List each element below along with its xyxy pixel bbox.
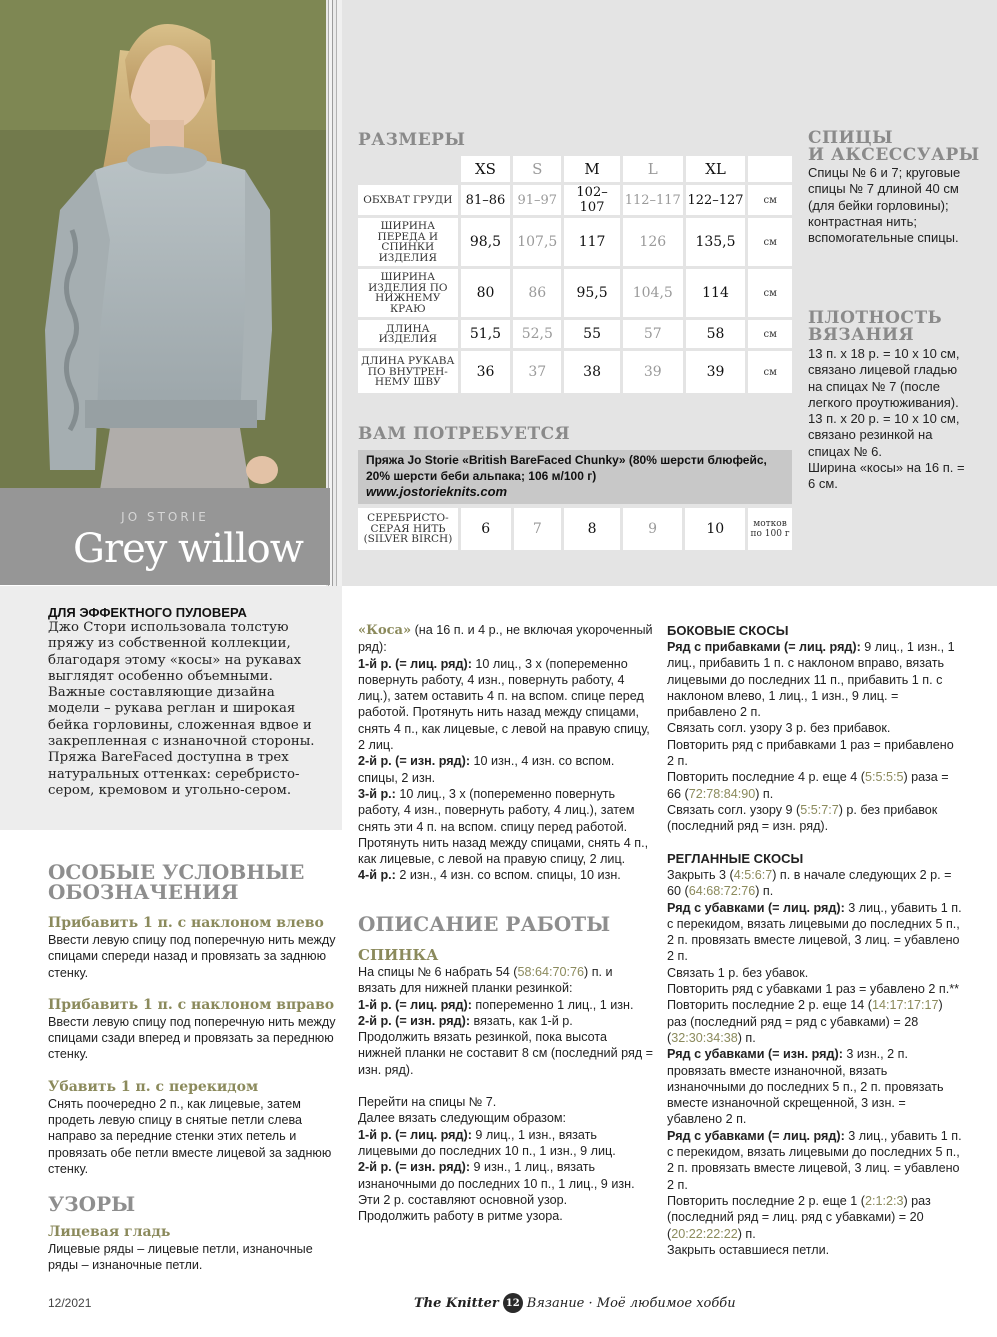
cell-value: 38: [564, 351, 620, 393]
sizes-table: [355, 153, 795, 396]
size-values: 58:64:70:76: [517, 965, 584, 979]
text: На спицы № 6 набрать 54 (: [358, 965, 518, 979]
sizes-heading: РАЗМЕРЫ: [358, 130, 466, 150]
table-row: [358, 218, 792, 266]
row-label: ДЛИНА ИЗДЕЛИЯ: [358, 320, 458, 348]
side-heading: БОКОВЫЕ СКОСЫ: [667, 623, 789, 638]
footer-brand: [414, 1293, 736, 1313]
paragraph: Связать 1 р. без убавок.: [667, 965, 809, 980]
cell-value: 58: [686, 320, 746, 348]
row-text: 10 лиц., 3 х (попеременно повернуть работу, 4 изн., повернуть работу, 4 лиц.), затем оставить 4 п. на вспом. спице перед работой. Протянуть нить назад между спицами, снять 4 п., как лицевые, с левой на правую спицу, 2 лиц.: [358, 656, 650, 753]
gauge-line: 13 п. х 20 р. = 10 х 10 см, связано резинкой на спицах № 6.: [808, 411, 960, 459]
row-label: Ряд с убавками (= лиц. ряд):: [667, 1128, 845, 1143]
unit-cell: см: [748, 218, 792, 266]
size-values: 5:5:5:5: [864, 770, 904, 785]
row-label: 1-й р. (= лиц. ряд):: [358, 997, 472, 1012]
size-col-xs: XS: [461, 156, 511, 182]
cell-value: 39: [686, 351, 746, 393]
row-label: ШИРИНА ПЕРЕДА И СПИНКИ ИЗДЕЛИЯ: [358, 218, 458, 266]
color-label: СЕРЕБРИСТО-СЕРАЯ НИТЬ (SILVER BIRCH): [358, 508, 458, 550]
abbrev-text: Ввести левую спицу под поперечную нить между спицами спереди назад и провязать за заднюю стенку.: [48, 933, 336, 980]
abbrev-title: Прибавить 1 п. с наклоном вправо: [48, 996, 335, 1013]
text: Повторить последние 2 р. еще 14 (: [667, 998, 872, 1013]
yarn-box: [358, 450, 792, 504]
text: Повторить последние 2 р. еще 1 (: [667, 1193, 865, 1208]
unit-cell: см: [748, 351, 792, 393]
intro-heading: ДЛЯ ЭФФЕКТНОГО ПУЛОВЕРА: [48, 605, 247, 620]
model-illustration: [0, 0, 340, 490]
cell-value: 95,5: [564, 269, 620, 317]
empty-cell: [748, 156, 792, 182]
pattern-text: Лицевые ряды – лицевые петли, изнаночные ряды – изнаночные петли.: [48, 1242, 313, 1273]
cell-value: 112–117: [623, 185, 683, 215]
page-number: 12: [503, 1293, 523, 1313]
cell-value: 37: [513, 351, 561, 393]
abbrev-title: Убавить 1 п. с перекидом: [48, 1078, 259, 1095]
cell-value: 8: [564, 508, 620, 550]
text: ) п. и вязать для нижней планки резинкой:: [358, 965, 613, 996]
size-values: 64:68:72:76: [688, 884, 756, 899]
yarn-url-link[interactable]: www.jostorieknits.com: [366, 484, 508, 499]
needles-heading: [808, 130, 980, 164]
cell-value: 6: [461, 508, 511, 550]
magazine-tagline: Вязание · Моё любимое хобби: [526, 1295, 736, 1311]
size-values: 14:17:17:17: [871, 998, 939, 1013]
size-col-l: L: [623, 156, 683, 182]
back-block: [358, 946, 653, 1224]
row-label: Ряд с убавками (= лиц. ряд):: [667, 900, 845, 915]
row-label: 2-й р. (= изн. ряд):: [358, 1013, 471, 1028]
intro-text: Джо Стори использовала толстую пряжу из собственной коллекции, благодаря этому «косы» на рукавах выглядят особенно объемными. Важные составляющие дизайна модели – рукава реглан и широкая бейка горловины, сложенная вдвое и закрепленная с изнаночной стороны. Пряжа BareFaced доступна в трех натуральных оттенках: серебристо-сером, кремовом и угольно-сером.: [48, 620, 315, 798]
empty-cell: [358, 156, 458, 182]
cell-value: 126: [623, 218, 683, 266]
cell-value: 52,5: [513, 320, 561, 348]
paragraph: Связать согл. узору 3 р. без прибавок.: [667, 721, 891, 736]
cell-value: 98,5: [461, 218, 511, 266]
sizes-header-row: [358, 156, 792, 182]
cell-value: 91–97: [513, 185, 561, 215]
cell-value: 57: [623, 320, 683, 348]
row-label: ДЛИНА РУКАВА ПО ВНУТРЕН-НЕМУ ШВУ: [358, 351, 458, 393]
cell-value: 80: [461, 269, 511, 317]
row-label: Ряд с прибавками (= лиц. ряд):: [667, 640, 861, 654]
title-band: [0, 488, 330, 585]
size-values: 32:30:34:38: [671, 1030, 738, 1045]
work-heading: ОПИСАНИЕ РАБОТЫ: [358, 912, 611, 936]
abbrev-text: Снять поочередно 2 п., как лицевые, затем продеть левую спицу в снятые петли слева направо за передние стенки этих петель и провязать обе петли вместе лицевой за заднюю стенку.: [48, 1096, 332, 1176]
row-text: 3 изн., 2 п. провязать вместе изнаночной, вязать изнаночными до последних 5 п., 2 п. провязать вместе изнаночной скрещенной, 3 изн. = убавлено 2 п.: [667, 1047, 944, 1127]
paragraph: Повторить ряд с убавками 1 раз = убавлено 2 п.**: [667, 982, 960, 997]
paragraph: Повторить ряд с прибавками 1 раз = прибавлено 2 п.: [667, 737, 954, 769]
cell-value: 104,5: [623, 269, 683, 317]
cell-value: 9: [623, 508, 683, 550]
text: Связать согл. узору 9 (: [667, 802, 801, 817]
paragraph: Эти 2 р. составляют основной узор.: [358, 1192, 568, 1207]
side-block: [667, 622, 962, 835]
cell-value: 51,5: [461, 320, 511, 348]
row-label: 4-й р.:: [358, 868, 396, 883]
text: ) раз (последний ряд = лиц. ряд с убавками) = 20 (: [667, 1193, 931, 1241]
row-text: 9 изн., 1 лиц., вязать изнаночными до последних 10 п., 1 лиц., 9 изн.: [358, 1160, 635, 1191]
brand-label: JO STORIE: [121, 510, 209, 524]
abbrev-text: Ввести левую спицу под поперечную нить между спицами сзади вперед и провязать за переднюю стенку.: [48, 1014, 336, 1062]
cable-block: [358, 622, 653, 884]
paragraph: Перейти на спицы № 7.: [358, 1095, 497, 1110]
row-text: 10 лиц., 3 х (попеременно повернуть работу, 4 изн., повернуть работу, 4 лиц.), затем снять эти 4 п. на вспом. спицу перед работой. Протянуть нить назад между спицами, снять 4 п., как лицевые, с левой на правую спицу, 2 лиц.: [358, 786, 649, 867]
text: Повторить последние 4 р. еще 4 (: [667, 770, 865, 785]
abbrev-list: [48, 915, 340, 1177]
unit-cell: см: [748, 320, 792, 348]
cell-value: 36: [461, 351, 511, 393]
cell-value: 55: [564, 320, 620, 348]
unit-cell: см: [748, 185, 792, 215]
paragraph: Продолжить работу в ритме узора.: [358, 1209, 563, 1224]
cable-title: «Коса»: [358, 623, 412, 638]
issue-number: 12/2021: [48, 1296, 92, 1310]
patterns-heading: УЗОРЫ: [48, 1192, 136, 1216]
table-row: [358, 320, 792, 348]
unit-cell: см: [748, 269, 792, 317]
row-label: ШИРИНА ИЗДЕЛИЯ ПО НИЖНЕМУ КРАЮ: [358, 269, 458, 317]
text: Закрыть 3 (: [667, 868, 734, 882]
unit-cell: мотков по 100 г: [748, 508, 792, 550]
text: ) раза = 66 (: [667, 770, 949, 801]
abbrev-title: Прибавить 1 п. с наклоном влево: [48, 915, 324, 931]
table-row: [358, 269, 792, 317]
raglan-block: [667, 850, 962, 1258]
intro-block: [48, 605, 320, 799]
row-text: 3 лиц., убавить 1 п. с перекидом, вязать лицевыми до последних 5 п., 2 п. провязать вместе лицевой, 3 лиц. = убавлено 2 п.: [667, 1128, 962, 1192]
table-row: [358, 351, 792, 393]
paragraph: Закрыть оставшиеся петли.: [667, 1242, 830, 1257]
yarn-amount-table: [355, 505, 795, 553]
size-col-xl: XL: [686, 156, 746, 182]
text: ) п.: [737, 1030, 756, 1045]
yarn-description: Пряжа Jo Storie «British BareFaced Chunky» (80% шерсти блюфейс, 20% шерсти беби альпака; 106 м/100 г): [366, 453, 767, 483]
raglan-heading: РЕГЛАННЫЕ СКОСЫ: [667, 851, 804, 866]
size-values: 5:5:7:7: [800, 802, 839, 817]
text: ) раз (последний ряд = ряд с убавками) = 28 (: [667, 998, 943, 1045]
materials-heading: ВАМ ПОТРЕБУЕТСЯ: [358, 424, 571, 444]
hero-photo: [0, 0, 340, 490]
gauge-heading-line2: ВЯЗАНИЯ: [808, 325, 915, 345]
row-label: 1-й р. (= лиц. ряд):: [358, 1127, 472, 1142]
text: ) п.: [755, 884, 774, 899]
abbrev-heading-line2: ОБОЗНАЧЕНИЯ: [48, 880, 239, 904]
cell-value: 117: [564, 218, 620, 266]
patterns-block: [48, 1224, 340, 1274]
table-row: [358, 185, 792, 215]
cable-intro: (на 16 п. и 4 р., не включая укороченный ряд):: [358, 623, 653, 655]
row-text: 3 лиц., убавить 1 п. с перекидом, вязать лицевыми до последних 5 п., 2 п. провязать вместе лицевой, 3 лиц. = убавлено 2 п.: [667, 900, 962, 964]
paragraph: Продолжить вязать резинкой, пока высота нижней планки не составит 8 см (последний ряд = изн. ряд).: [358, 1030, 653, 1077]
pattern-title: Grey willow: [73, 526, 303, 572]
cell-value: 39: [623, 351, 683, 393]
row-text: 10 изн., 4 изн. со вспом. спицы, 2 изн.: [358, 754, 615, 785]
text: ) р. без прибавок (последний ряд = изн. ряд).: [667, 802, 938, 834]
size-col-s: S: [513, 156, 561, 182]
text: ) п.: [755, 786, 774, 801]
cell-value: 86: [513, 269, 561, 317]
magazine-name: The Knitter: [414, 1295, 499, 1311]
size-values: 4:5:6:7: [733, 868, 773, 882]
gauge-line: 13 п. х 18 р. = 10 х 10 см, связано лицевой гладью на спицах № 7 (после легкого проутюживания).: [808, 346, 960, 410]
back-heading: СПИНКА: [358, 946, 439, 964]
row-text: 9 лиц., 1 изн., вязать лицевыми до последних 10 п., 1 изн., 9 лиц.: [358, 1127, 616, 1158]
size-col-m: M: [564, 156, 620, 182]
gauge-line: Ширина «косы» на 16 п. = 6 см.: [808, 460, 965, 492]
needles-heading-line2: И АКСЕССУАРЫ: [808, 145, 980, 165]
needles-text: Спицы № 6 и 7; круговые спицы № 7 длиной 40 см (для бейки горловины); контрастная нить; вспомогательные спицы.: [808, 165, 961, 246]
paragraph: Далее вязать следующим образом:: [358, 1111, 566, 1126]
row-text: 9 лиц., 1 изн., 1 лиц., прибавить 1 п. с наклоном вправо, вязать лицевыми до последних 11 п., прибавить 1 п. с наклоном влево, 1 лиц., 1 изн., 9 лиц. = прибавлено 2 п.: [667, 640, 955, 720]
row-text: 2 изн., 4 изн. со вспом. спицы, 10 изн.: [395, 868, 621, 883]
row-label: 2-й р. (= изн. ряд):: [358, 754, 471, 769]
cell-value: 102–107: [564, 185, 620, 215]
cell-value: 107,5: [513, 218, 561, 266]
size-values: 20:22:22:22: [671, 1226, 738, 1241]
abbrev-heading: [48, 862, 304, 902]
cell-value: 114: [686, 269, 746, 317]
row-text: вязать, как 1-й р.: [470, 1013, 573, 1028]
row-label: 2-й р. (= изн. ряд):: [358, 1160, 471, 1175]
gauge-heading: [808, 310, 942, 344]
needles-heading-line1: СПИЦЫ: [808, 128, 894, 148]
cell-value: 10: [685, 508, 745, 550]
text: ) п. в начале следующих 2 р. = 60 (: [667, 868, 952, 899]
row-label: ОБХВАТ ГРУДИ: [358, 185, 458, 215]
row-text: попеременно 1 лиц., 1 изн.: [471, 997, 634, 1012]
abbrev-heading-line1: ОСОБЫЕ УСЛОВНЫЕ: [48, 860, 305, 884]
row-label: Ряд с убавками (= изн. ряд):: [667, 1047, 843, 1062]
gauge-heading-line1: ПЛОТНОСТЬ: [808, 308, 943, 328]
size-values: 2:1:2:3: [864, 1193, 904, 1208]
size-values: 72:78:84:90: [688, 786, 756, 801]
table-row: [358, 508, 792, 550]
cell-value: 122–127: [686, 185, 746, 215]
cell-value: 81–86: [461, 185, 511, 215]
gauge-text: [808, 346, 968, 493]
cell-value: 135,5: [686, 218, 746, 266]
cell-value: 7: [514, 508, 562, 550]
row-label: 3-й р.:: [358, 786, 396, 801]
row-label: 1-й р. (= лиц. ряд):: [358, 656, 472, 671]
pattern-title-stockinette: Лицевая гладь: [48, 1224, 171, 1240]
text: ) п.: [737, 1226, 756, 1241]
